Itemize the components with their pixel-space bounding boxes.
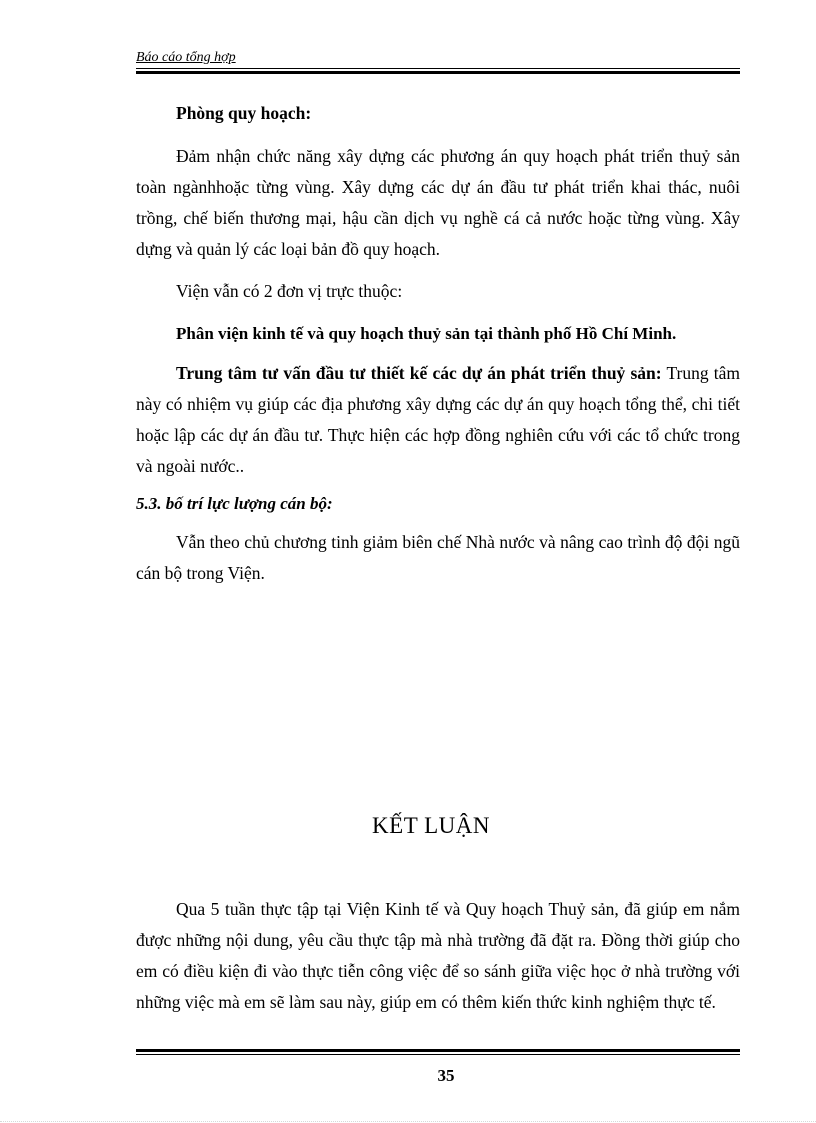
- running-header: Báo cáo tổng hợp: [136, 50, 236, 65]
- page-number: 35: [437, 1066, 455, 1085]
- conclusion-title: KẾT LUẬN: [372, 813, 490, 838]
- header-rule-thin: [136, 68, 740, 69]
- footer-rule-thick: [136, 1049, 740, 1052]
- header-rule-thick: [136, 71, 740, 74]
- center-paragraph: [136, 358, 740, 482]
- planning-heading: Phòng quy hoạch:: [176, 103, 312, 123]
- center-heading: Trung tâm tư vấn đầu tư thiết kế các dự án phát triển thuỷ sản:: [176, 363, 662, 383]
- staff-paragraph: Vẫn theo chủ chương tinh giảm biên chế Nhà nước và nâng cao trình độ đội ngũ cán bộ trong Viện.: [136, 532, 740, 583]
- center-body: Trung tâm này có nhiệm vụ giúp các địa phương xây dựng các dự án quy hoạch tổng thể, chi tiết hoặc lập các dự án đầu tư. Thực hiện các hợp đồng nghiên cứu với các tổ chức trong và ngoài nước..: [136, 363, 740, 476]
- branch-name: Phân viện kinh tế và quy hoạch thuỷ sản tại thành phố Hồ Chí Minh.: [176, 324, 677, 343]
- units-intro: Viện vẫn có 2 đơn vị trực thuộc:: [176, 281, 403, 301]
- conclusion-paragraph: Qua 5 tuần thực tập tại Viện Kinh tế và Quy hoạch Thuỷ sản, đã giúp em nắm được những nội dung, yêu cầu thực tập mà nhà trường đã đặt ra. Đồng thời giúp cho em có điều kiện đi vào thực tiễn công việc để so sánh giữa việc học ở nhà trường với những việc mà em sẽ làm sau này, giúp em có thêm kiến thức kinh nghiệm thực tế.: [136, 899, 740, 1012]
- planning-paragraph: Đảm nhận chức năng xây dựng các phương án quy hoạch phát triển thuỷ sản toàn ngànhhoặc từng vùng. Xây dựng các dự án đầu tư phát triển khai thác, nuôi trồng, chế biến thương mại, hậu cần dịch vụ nghề cá cả nước hoặc từng vùng. Xây dựng và quản lý các loại bản đồ quy hoạch.: [136, 146, 740, 259]
- footer-rule-thin: [136, 1054, 740, 1055]
- page-bottom-edge: [0, 1121, 816, 1122]
- staff-section-heading: 5.3. bố trí lực lượng cán bộ:: [136, 494, 333, 513]
